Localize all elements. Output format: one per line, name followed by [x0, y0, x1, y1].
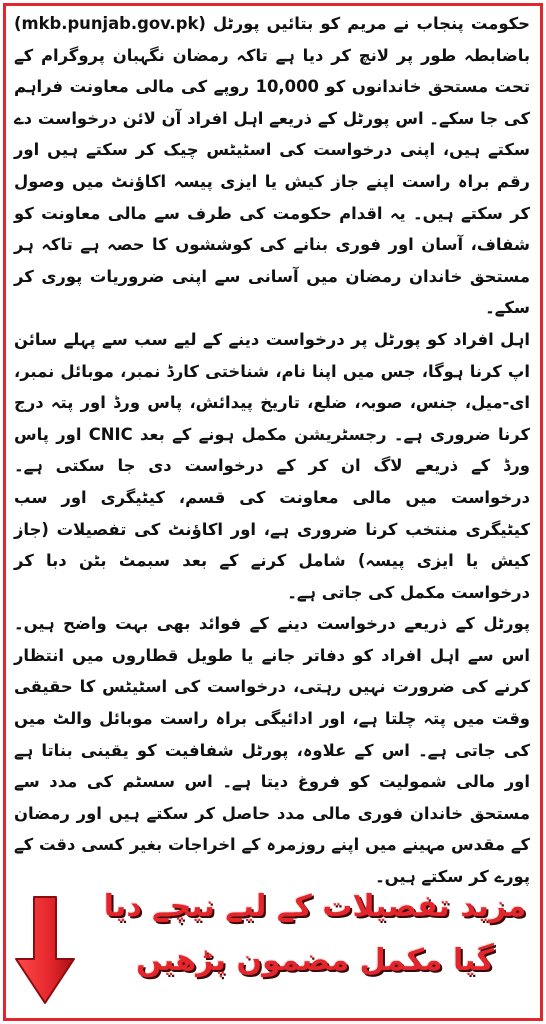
read-more-line-2: گیا مکمل مضمون پڑھیں [136, 943, 494, 978]
article-paragraph-steps: اہل افراد کو پورٹل پر درخواست دینے کے لیے سب سے پہلے سائن اپ کرنا ہوگا، جس میں اپنا نام، شناختی کارڈ نمبر، موبائل نمبر، ای-میل، جنس، صوبہ، ضلع، تاریخ پیدائش، پاس ورڈ اور پتہ درج کرنا ضروری ہے۔ رجسٹریشن مکمل ہونے کے بعد CNIC اور پاس ورڈ کے ذریعے لاگ ان کر کے درخواست دی جا سکتی ہے۔ درخواست میں مالی معاونت کی قسم، کیٹیگری اور سب کیٹیگری منتخب کرنا ضروری ہے، اور اکاؤنٹ کی تفصیلات (جاز کیش یا ایزی پیسہ) شامل کرنے کے بعد سبمٹ بٹن دبا کر درخواست مکمل کی جاتی ہے۔ [14, 329, 530, 602]
article-paragraph-benefits: پورٹل کے ذریعے درخواست دینے کے فوائد بھی بہت واضح ہیں۔ اس سے اہل افراد کو دفاتر جانے یا طویل قطاروں میں انتظار کرنے کی ضرورت نہیں رہتی، درخواست کی اسٹیٹس کا حقیقی وقت میں پتہ چلتا ہے، اور ادائیگی براہ راست موبائل والٹ میں کی جاتی ہے۔ اس کے علاوہ، پورٹل شفافیت کو یقینی بناتا ہے اور مالی شمولیت کو فروغ دیتا ہے۔ اس سسٹم کی مدد سے مستحق خاندان فوری مالی مدد حاصل کر سکتے ہیں اور رمضان کے مقدس مہینے میں اپنے روزمرہ کے اخراجات بغیر کسی دقت کے پورے کر سکتے ہیں۔ [14, 614, 530, 887]
article-body [14, 8, 530, 893]
read-more-line-1: مزید تفصیلات کے لیے نیچے دیا [103, 889, 527, 924]
arrow-down-icon[interactable] [12, 895, 78, 1007]
read-more-banner[interactable] [90, 880, 540, 1000]
article-paragraph-intro: حکومت پنجاب نے مریم کو بتائیں پورٹل (mkb.punjab.gov.pk) باضابطہ طور پر لانچ کر دیا ہے تاکہ رمضان نگہبان پروگرام کے تحت مستحق خاندانوں کو 10,000 روپے کی مالی معاونت فراہم کی جا سکے۔ اس پورٹل کے ذریعے اہل افراد آن لائن درخواست دے سکتے ہیں، اپنی درخواست کی اسٹیٹس چیک کر سکتے ہیں اور رقم براہ راست اپنے جاز کیش یا ایزی پیسہ اکاؤنٹ میں وصول کر سکتے ہیں۔ یہ اقدام حکومت کی طرف سے مالی معاونت کو شفاف، آسان اور فوری بنانے کی کوششوں کا حصہ ہے تاکہ ہر مستحق خاندان رمضان میں آسانی سے اپنی ضروریات پوری کر سکے۔ [14, 14, 530, 318]
